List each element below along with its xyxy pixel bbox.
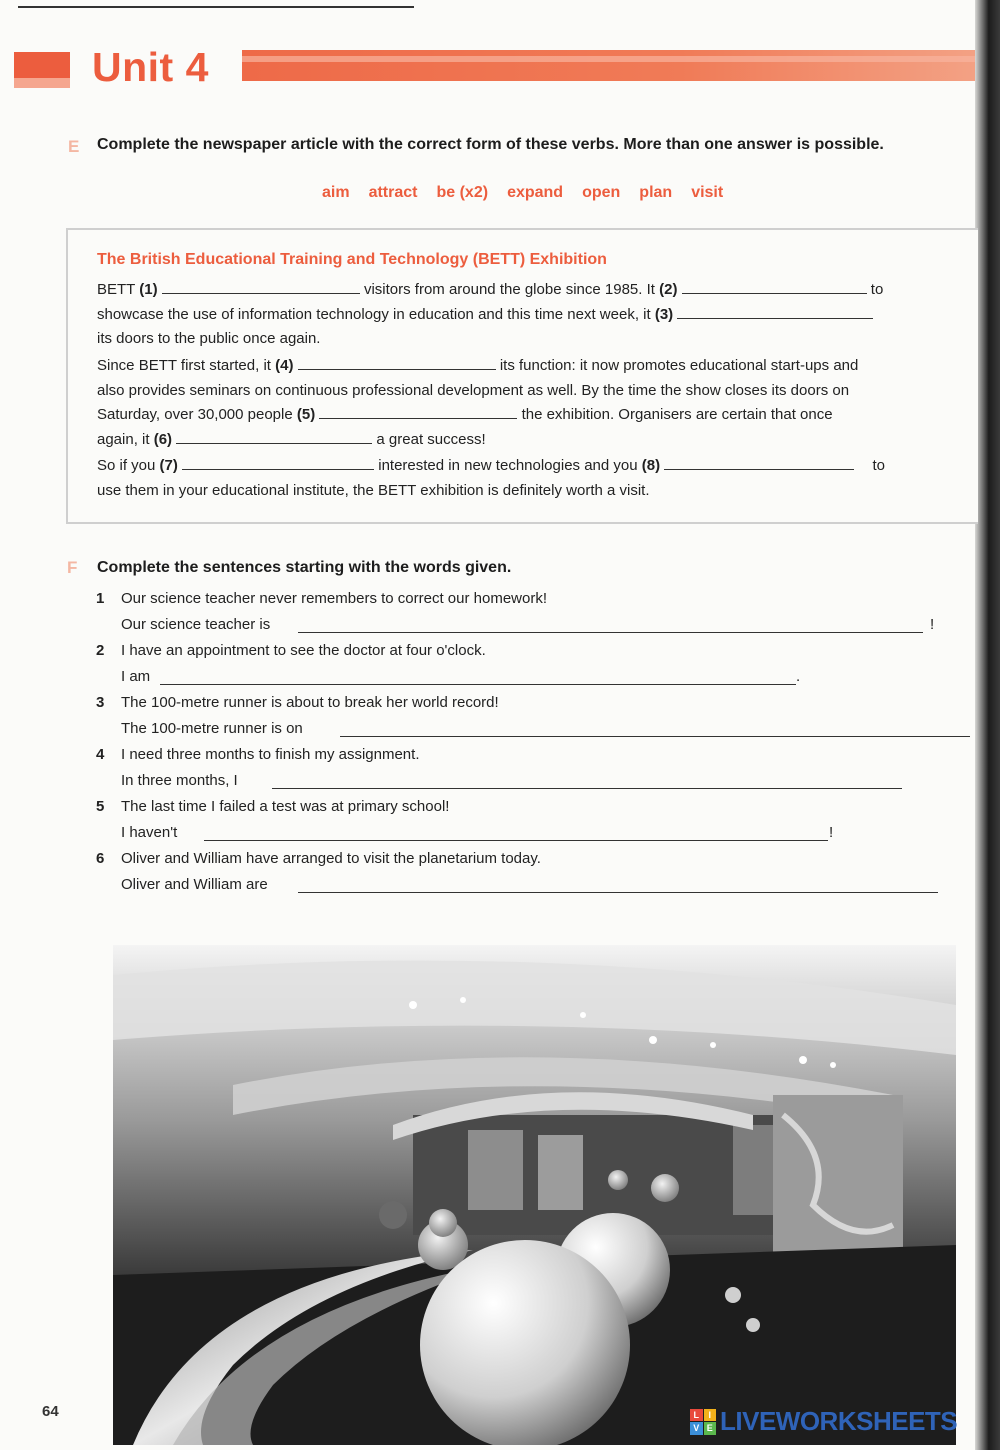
answer-line-3[interactable] [340,736,970,737]
answer-line-4[interactable] [272,788,902,789]
sentence-list [96,590,956,902]
gap-number-4: (4) [275,357,294,374]
verb-open: open [582,184,621,201]
verb-attract: attract [368,184,418,201]
top-rule [18,6,414,8]
verb-expand: expand [507,184,564,201]
gap-number-5: (5) [296,406,316,423]
gap-number-1: (1) [139,281,158,298]
page-number: 64 [42,1403,59,1420]
list-item: 2 I have an appointment to see the doctor at four o'clock. I am . [96,642,801,685]
answer-blank-1[interactable] [162,280,360,294]
exercise-e-instruction: Complete the newspaper article with the correct form of these verbs. More than one answer is possible. [97,136,884,153]
article-paragraph-2: Since BETT first started, it (4) its function: it now promotes educational start-ups and also provides seminars on continuous professional development as well. By the time the show closes its doors on Saturday, over 30,000 people (5) the exhibition. Organisers are certain that once again, it (6) a great success! [97,357,859,448]
unit-bar-right [242,50,975,81]
gap-number-2: (2) [659,281,678,298]
answer-blank-7[interactable] [182,456,374,470]
answer-line-2[interactable] [160,684,796,685]
verb-aim: aim [322,184,350,201]
exercise-f-letter: F [67,558,78,577]
answer-blank-2[interactable] [682,280,867,294]
liveworksheets-watermark [690,1406,957,1437]
list-item: 6 Oliver and William have arranged to visit the planetarium today. Oliver and William are [96,850,956,902]
unit-bar-right-highlight [242,56,975,62]
list-item: 5 The last time I failed a test was at primary school! I haven't ! [96,798,834,841]
verb-visit: visit [691,184,724,201]
article-paragraph-3: So if you (7) interested in new technologies and you (8) to use them in your educational institute, the BETT exhibition is definitely worth a visit. [97,457,885,499]
answer-blank-6[interactable] [176,430,372,444]
verb-box [322,184,723,202]
list-item: 1 Our science teacher never remembers to correct our homework! Our science teacher is ! [96,590,935,633]
unit-bar-left-fade [14,78,70,88]
list-item: 4 I need three months to finish my assignment. In three months, I [96,746,956,798]
list-item: 3 The 100-metre runner is about to break her world record! The 100-metre runner is on [96,694,956,746]
article-paragraph-1: BETT (1) visitors from around the globe since 1985. It (2) to showcase the use of information technology in education and this time next week, it (3) its doors to the public once again. [97,281,884,347]
answer-blank-5[interactable] [319,405,517,419]
planetarium-photo [113,945,956,1445]
watermark-text: LIVEWORKSHEETS [720,1406,958,1436]
verb-be: be (x2) [436,184,489,201]
unit-title: Unit 4 [92,44,209,90]
gap-number-7: (7) [159,457,178,474]
answer-line-6[interactable] [298,892,938,893]
gap-number-3: (3) [654,305,674,323]
gap-number-6: (6) [153,430,173,448]
verb-plan: plan [639,184,673,201]
answer-blank-3[interactable] [677,305,873,319]
article-title: The British Educational Training and Technology (BETT) Exhibition [97,251,607,268]
gap-number-8: (8) [641,457,661,474]
answer-line-5[interactable] [204,840,828,841]
liveworksheets-logo-icon: L I V E [690,1409,716,1435]
answer-blank-8[interactable] [664,456,854,470]
answer-blank-4[interactable] [298,356,496,370]
answer-line-1[interactable] [298,632,923,633]
exercise-f-instruction: Complete the sentences starting with the words given. [97,559,512,576]
exercise-e-letter: E [68,137,80,156]
page-binding-edge [975,0,1000,1450]
